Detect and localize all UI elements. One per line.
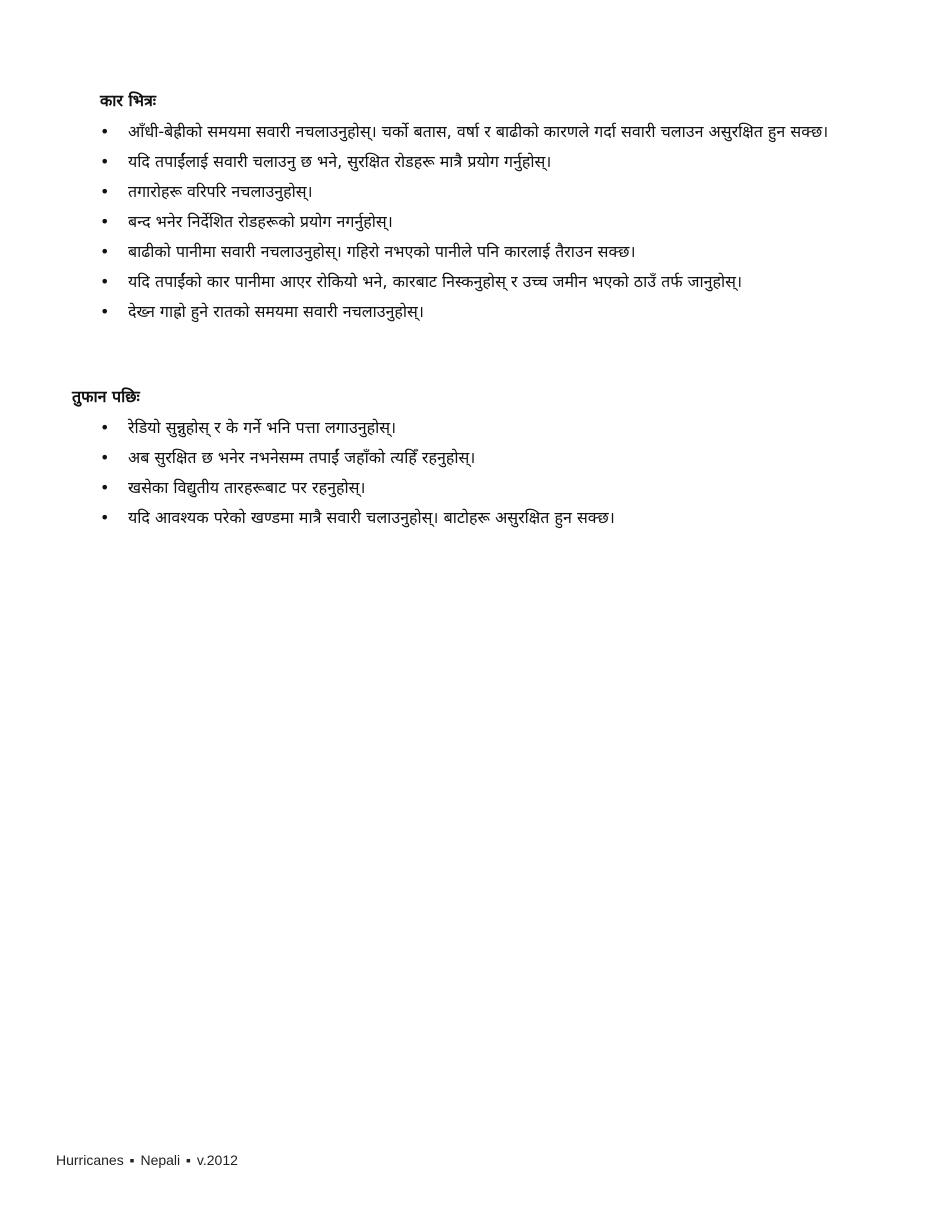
after-storm-list [100,413,890,533]
footer-language: Nepali [140,1152,181,1168]
list-item: • बाढीको पानीमा सवारी नचलाउनुहोस्। गहिरो नभएको पानीले पनि कारलाई तैराउन सक्छ। [100,237,890,267]
list-item: • रेडियो सुन्नुहोस् र के गर्ने भनि पत्ता लगाउनुहोस्। [100,413,890,443]
list-item: • देख्न गाह्रो हुने रातको समयमा सवारी नचलाउनुहोस्। [100,297,890,327]
section-heading-in-car: कार भित्रः [100,91,157,110]
footer-separator: ▪ [186,1152,192,1168]
list-item: • अब सुरक्षित छ भनेर नभनेसम्म तपाईं जहाँको त्यहिँ रहनुहोस्। [100,443,890,473]
section-heading-after-storm: तुफान पछिः [72,387,140,406]
footer-title: Hurricanes [56,1152,124,1168]
list-item: • बन्द भनेर निर्देशित रोडहरूको प्रयोग नगर्नुहोस्। [100,207,890,237]
footer-version: v.2012 [196,1152,238,1168]
list-item: • खसेका विद्युतीय तारहरूबाट पर रहनुहोस्। [100,473,890,503]
list-item: • यदि तपाईंलाई सवारी चलाउनु छ भने, सुरक्षित रोडहरू मात्रै प्रयोग गर्नुहोस्। [100,147,890,177]
page-footer [56,1150,238,1170]
list-item: • यदि तपाईंको कार पानीमा आएर रोकियो भने, कारबाट निस्कनुहोस् र उच्च जमीन भएको ठाउँ तर्फ जानुहोस्। [100,267,890,297]
list-item: • तगारोहरू वरिपरि नचलाउनुहोस्। [100,177,890,207]
footer-separator: ▪ [129,1152,135,1168]
in-car-list [100,117,890,327]
list-item: • यदि आवश्यक परेको खण्डमा मात्रै सवारी चलाउनुहोस्। बाटोहरू असुरक्षित हुन सक्छ। [100,503,890,533]
list-item: • आँधी-बेह्रीको समयमा सवारी नचलाउनुहोस्। चर्को बतास, वर्षा र बाढीको कारणले गर्दा सवारी चलाउन असुरक्षित हुन सक्छ। [100,117,890,147]
